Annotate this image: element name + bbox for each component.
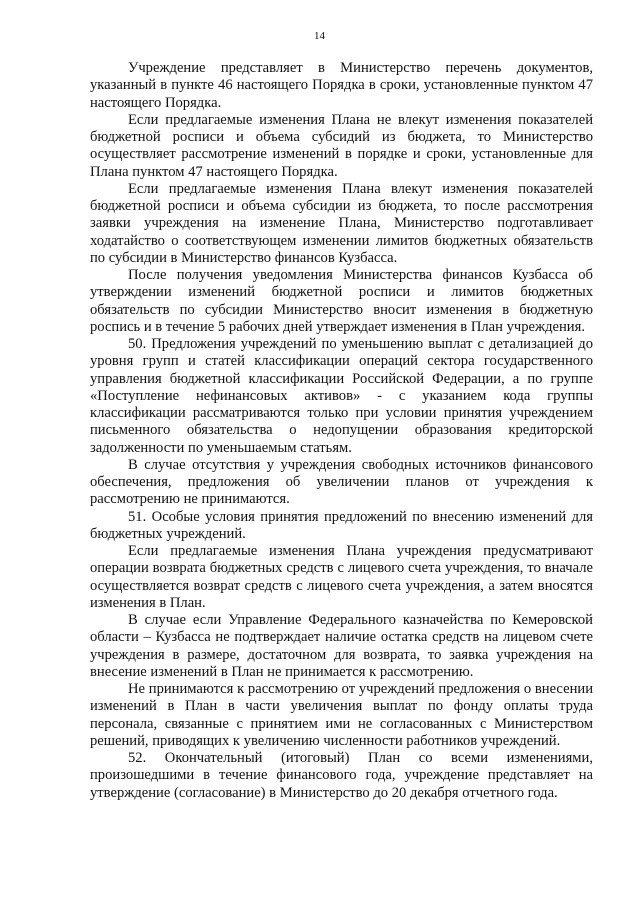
paragraph: Если предлагаемые изменения Плана не влекут изменения показателей бюджетной росписи и объема субсидий из бюджета, то Министерство осуществляет рассмотрение изменений в порядке и сроки, установленные для Плана пунктом 47 настоящего Порядка. [90,111,593,180]
paragraph: Если предлагаемые изменения Плана влекут изменения показателей бюджетной росписи и объема субсидии из бюджета, то после рассмотрения заявки учреждения на изменение Плана, Министерство подготавливает ходатайство о соответствующем изменении лимитов бюджетных обязательств по субсидии в Министерство финансов Кузбасса. [90,180,593,266]
paragraph: 52. Окончательный (итоговый) План со всеми изменениями, произошедшими в течение финансового года, учреждение представляет на утверждение (согласование) в Министерство до 20 декабря отчетного года. [90,750,593,801]
document-body [90,60,593,802]
paragraph: 51. Особые условия принятия предложений по внесению изменений для бюджетных учреждений. [90,508,593,542]
paragraph: Если предлагаемые изменения Плана учреждения предусматривают операции возврата бюджетных средств с лицевого счета учреждения, то вначале осуществляется возврат средств с лицевого счета учреждения, а затем вносятся изменения в План. [90,543,593,611]
paragraph: В случае если Управление Федерального казначейства по Кемеровской области – Кузбасса не подтверждает наличие остатка средств на лицевом счете учреждения в размере, достаточном для возврата, то заявка учреждения на внесение изменений в План не принимается к рассмотрению. [90,612,593,680]
paragraph: В случае отсутствия у учреждения свободных источников финансового обеспечения, предложения об увеличении планов от учреждения к рассмотрению не принимаются. [90,456,593,508]
paragraph: После получения уведомления Министерства финансов Кузбасса об утверждении изменений бюджетной росписи и лимитов бюджетных обязательств по субсидии Министерство вносит изменения в бюджетную роспись и в течение 5 рабочих дней утверждает изменения в План учреждения. [90,267,593,335]
paragraph: Учреждение представляет в Министерство перечень документов, указанный в пункте 46 настоящего Порядка в сроки, установленные пунктом 47 настоящего Порядка. [90,60,593,111]
paragraph: Не принимаются к рассмотрению от учреждений предложения о внесении изменений в План в части увеличения выплат по фонду оплаты труда персонала, связанные с принятием ими не согласованных с Министерством решений, приводящих к увеличению численности работников учреждений. [90,681,593,749]
paragraph: 50. Предложения учреждений по уменьшению выплат с детализацией до уровня групп и статей классификации операций сектора государственного управления бюджетной классификации Российской Федерации, а по группе «Поступление нефинансовых активов» - с указанием кода группы классификации рассматриваются только при условии принятия учреждением письменного обязательства о недопущении образования кредиторской задолженности по уменьшаемым статьям. [90,336,593,456]
page-number: 14 [314,30,325,42]
